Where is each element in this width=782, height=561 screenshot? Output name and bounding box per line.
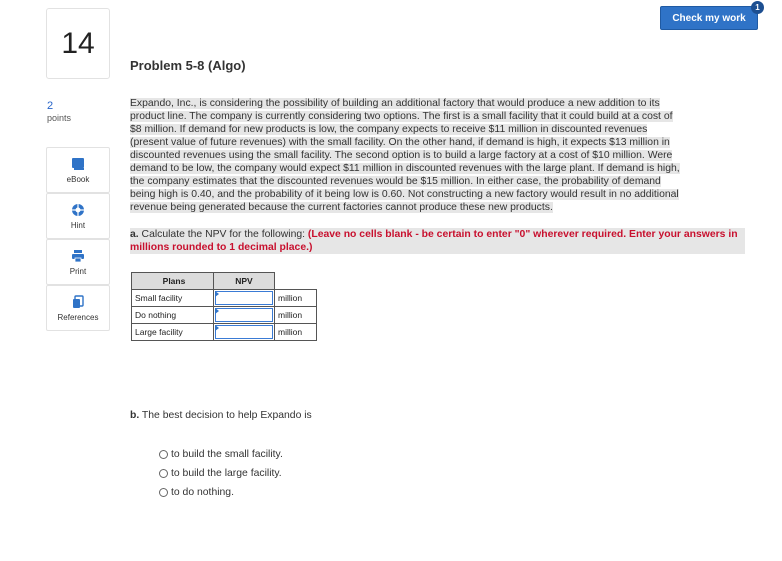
problem-statement [130, 97, 762, 214]
problem-line: the company estimates that the discounted revenues would be $15 million. In either case, the probability of demand [130, 176, 661, 187]
problem-line: product line. The company is currently considering two options. The first is a small facility that it could build at a cost of [130, 111, 673, 122]
sidebar-item-label: eBook [66, 175, 90, 184]
sidebar-item-print[interactable] [46, 239, 110, 285]
unit-label: million [275, 323, 317, 340]
table-row [132, 289, 317, 306]
notification-badge: 1 [751, 1, 764, 14]
flag-marker [215, 325, 219, 331]
points-label: points [47, 113, 72, 123]
problem-line: Expando, Inc., is considering the possibility of building an additional factory that would produce a new addition to its [130, 98, 660, 109]
sidebar-item-references[interactable] [46, 285, 110, 331]
problem-line: discounted revenues using the small facility. The second option is to build a large factory at a cost of $10 million. Were [130, 150, 673, 161]
sidebar-item-label: References [57, 313, 99, 322]
table-row [132, 323, 317, 340]
problem-line: being high is 0.40, and the probability of it being low is 0.60. Not constructing a new factory would result in no additional [130, 189, 679, 200]
plan-name: Small facility [132, 289, 214, 306]
question-number: 14 [46, 8, 110, 79]
book-icon [71, 156, 85, 172]
part-b-text: The best decision to help Expando is [139, 410, 312, 421]
problem-line: revenue being generated because the current factories cannot produce these new products. [130, 202, 553, 213]
problem-line: demand to be low, the company would expect $11 million in discounted revenues with the large plant. If demand is high, [130, 163, 680, 174]
flag-marker [215, 308, 219, 314]
lifebuoy-icon [71, 202, 85, 218]
sidebar-item-label: Print [69, 267, 87, 276]
plans-header: Plans [132, 273, 214, 290]
unit-label: million [275, 306, 317, 323]
sidebar-item-ebook[interactable] [46, 147, 110, 193]
radio-button[interactable] [159, 450, 168, 459]
part-a-instruction: (Leave no cells blank - be certain to enter "0" wherever required. Enter your answers in millions rounded to 1 decimal place.) [130, 229, 738, 253]
printer-icon [71, 248, 85, 264]
sidebar-item-label: Hint [70, 221, 86, 230]
problem-title: Problem 5-8 (Algo) [130, 58, 246, 73]
option-label: to do nothing. [171, 487, 234, 498]
check-my-work-button[interactable]: Check my work [660, 6, 758, 30]
radio-button[interactable] [159, 488, 168, 497]
npv-input-do-nothing[interactable] [215, 308, 273, 322]
option-do-nothing[interactable] [159, 487, 234, 498]
table-row [132, 306, 317, 323]
problem-line: $8 million. If demand for new products is low, the company expects to receive $11 million in discounted revenues [130, 124, 648, 135]
npv-input-small-facility[interactable] [215, 291, 273, 305]
npv-table [131, 272, 317, 341]
option-label: to build the large facility. [171, 468, 282, 479]
points-value: 2 [47, 100, 54, 112]
part-b-prompt [130, 410, 312, 421]
option-small-facility[interactable] [159, 449, 283, 460]
plan-name: Large facility [132, 323, 214, 340]
part-a-label: a. [130, 229, 139, 240]
flag-marker [215, 291, 219, 297]
option-label: to build the small facility. [171, 449, 283, 460]
copy-icon [71, 294, 85, 310]
table-header-row [132, 273, 317, 290]
npv-header: NPV [214, 273, 275, 290]
part-b-label: b. [130, 410, 140, 421]
unit-label: million [275, 289, 317, 306]
npv-input-large-facility[interactable] [215, 325, 273, 339]
part-a-text: Calculate the NPV for the following: [138, 229, 308, 240]
radio-button[interactable] [159, 469, 168, 478]
option-large-facility[interactable] [159, 468, 282, 479]
part-a-prompt [130, 228, 745, 254]
problem-line: (present value of future revenues) with the small facility. On the other hand, if demand is high, it expects $13 million in [130, 137, 670, 148]
sidebar-item-hint[interactable] [46, 193, 110, 239]
plan-name: Do nothing [132, 306, 214, 323]
